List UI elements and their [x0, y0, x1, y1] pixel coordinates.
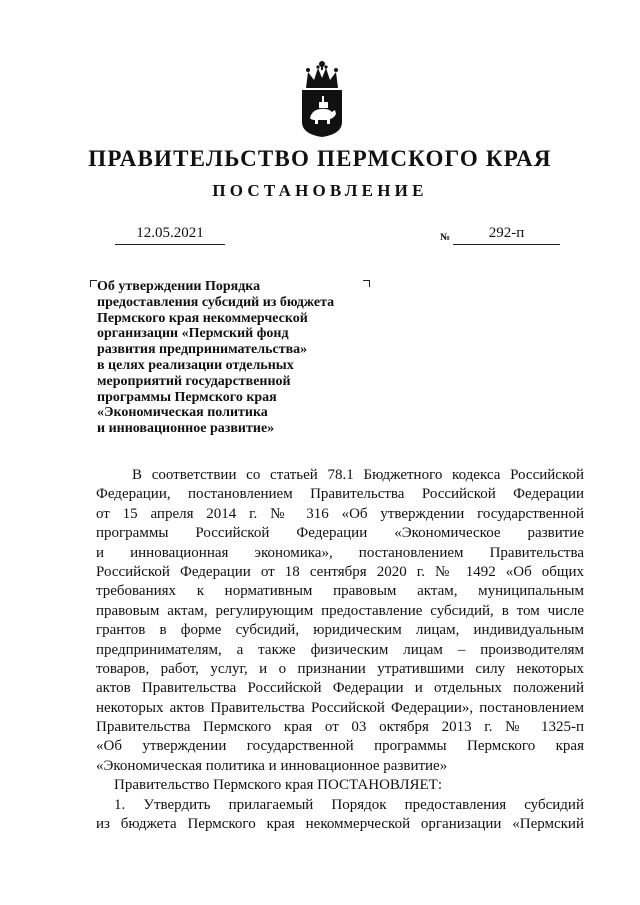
- paragraph-line: правовым актам, регулирующим предоставление субсидий, в том числе: [96, 602, 584, 619]
- paragraph-line: актов Правительства Российской Федерации и отдельных положений: [96, 680, 584, 697]
- item-line: 1. Утвердить прилагаемый Порядок предоставления субсидий: [114, 796, 584, 813]
- subject-line: Об утверждении Порядка: [97, 279, 261, 294]
- subject-line: «Экономическая политика: [97, 405, 268, 421]
- paragraph-line: некоторых актов Правительства Российской Федерации», постановлением: [96, 699, 584, 716]
- resolves-line: Правительство Пермского края ПОСТАНОВЛЯЕТ:: [114, 777, 443, 794]
- document-date: 12.05.2021: [115, 225, 225, 245]
- coat-of-arms-emblem: [298, 58, 346, 138]
- subject-line: и инновационное развитие»: [97, 421, 275, 437]
- subject-line: мероприятий государственной: [97, 373, 291, 389]
- subject-line: в целях реализации отдельных: [97, 357, 294, 373]
- paragraph-line: товаров, работ, услуг, и о признании утратившими силу некоторых: [96, 660, 584, 677]
- document-subject: [97, 279, 387, 437]
- government-title: ПРАВИТЕЛЬСТВО ПЕРМСКОГО КРАЯ: [88, 146, 552, 171]
- subject-line: развития предпринимательства»: [97, 342, 308, 358]
- subject-line: предоставления субсидий из бюджета: [97, 294, 335, 310]
- number-sign: №: [440, 232, 451, 243]
- subject-line: организации «Пермский фонд: [97, 326, 289, 342]
- document-number: 292-п: [453, 225, 560, 245]
- item-line: из бюджета Пермского края некоммерческой организации «Пермский: [96, 816, 584, 833]
- paragraph-line: предпринимателям, а также физическим лицам – производителям: [96, 641, 584, 658]
- subject-corner-left: [90, 280, 97, 287]
- paragraph-line: программы Российской Федерации «Экономическое развитие: [96, 525, 584, 542]
- document-type: ПОСТАНОВЛЕНИЕ: [212, 181, 428, 200]
- paragraph-line: Российской Федерации от 18 сентября 2020 г. № 1492 «Об общих: [96, 563, 584, 580]
- paragraph-line: и инновационная экономика», постановлением Правительства: [96, 544, 584, 561]
- paragraph-line: от 15 апреля 2014 г. № 316 «Об утверждении государственной: [96, 505, 584, 522]
- paragraph-line: требованиях к нормативным правовым актам, муниципальным: [96, 583, 584, 600]
- document-body: [96, 466, 584, 834]
- paragraph-line: «Экономическая политика и инновационное развитие»: [96, 757, 448, 774]
- paragraph-line: грантов в форме субсидий, юридическим лицам, индивидуальным: [96, 622, 584, 639]
- subject-line: программы Пермского края: [97, 389, 277, 405]
- paragraph-line: В соответствии со статьей 78.1 Бюджетного кодекса Российской: [132, 467, 584, 483]
- paragraph-line: Федерации, постановлением Правительства Российской Федерации: [96, 486, 584, 503]
- paragraph-line: Правительства Пермского края от 03 октября 2013 г. № 1325-п: [96, 719, 584, 736]
- subject-line: Пермского края некоммерческой: [97, 310, 308, 326]
- paragraph-line: «Об утверждении государственной программы Пермского края: [96, 738, 584, 755]
